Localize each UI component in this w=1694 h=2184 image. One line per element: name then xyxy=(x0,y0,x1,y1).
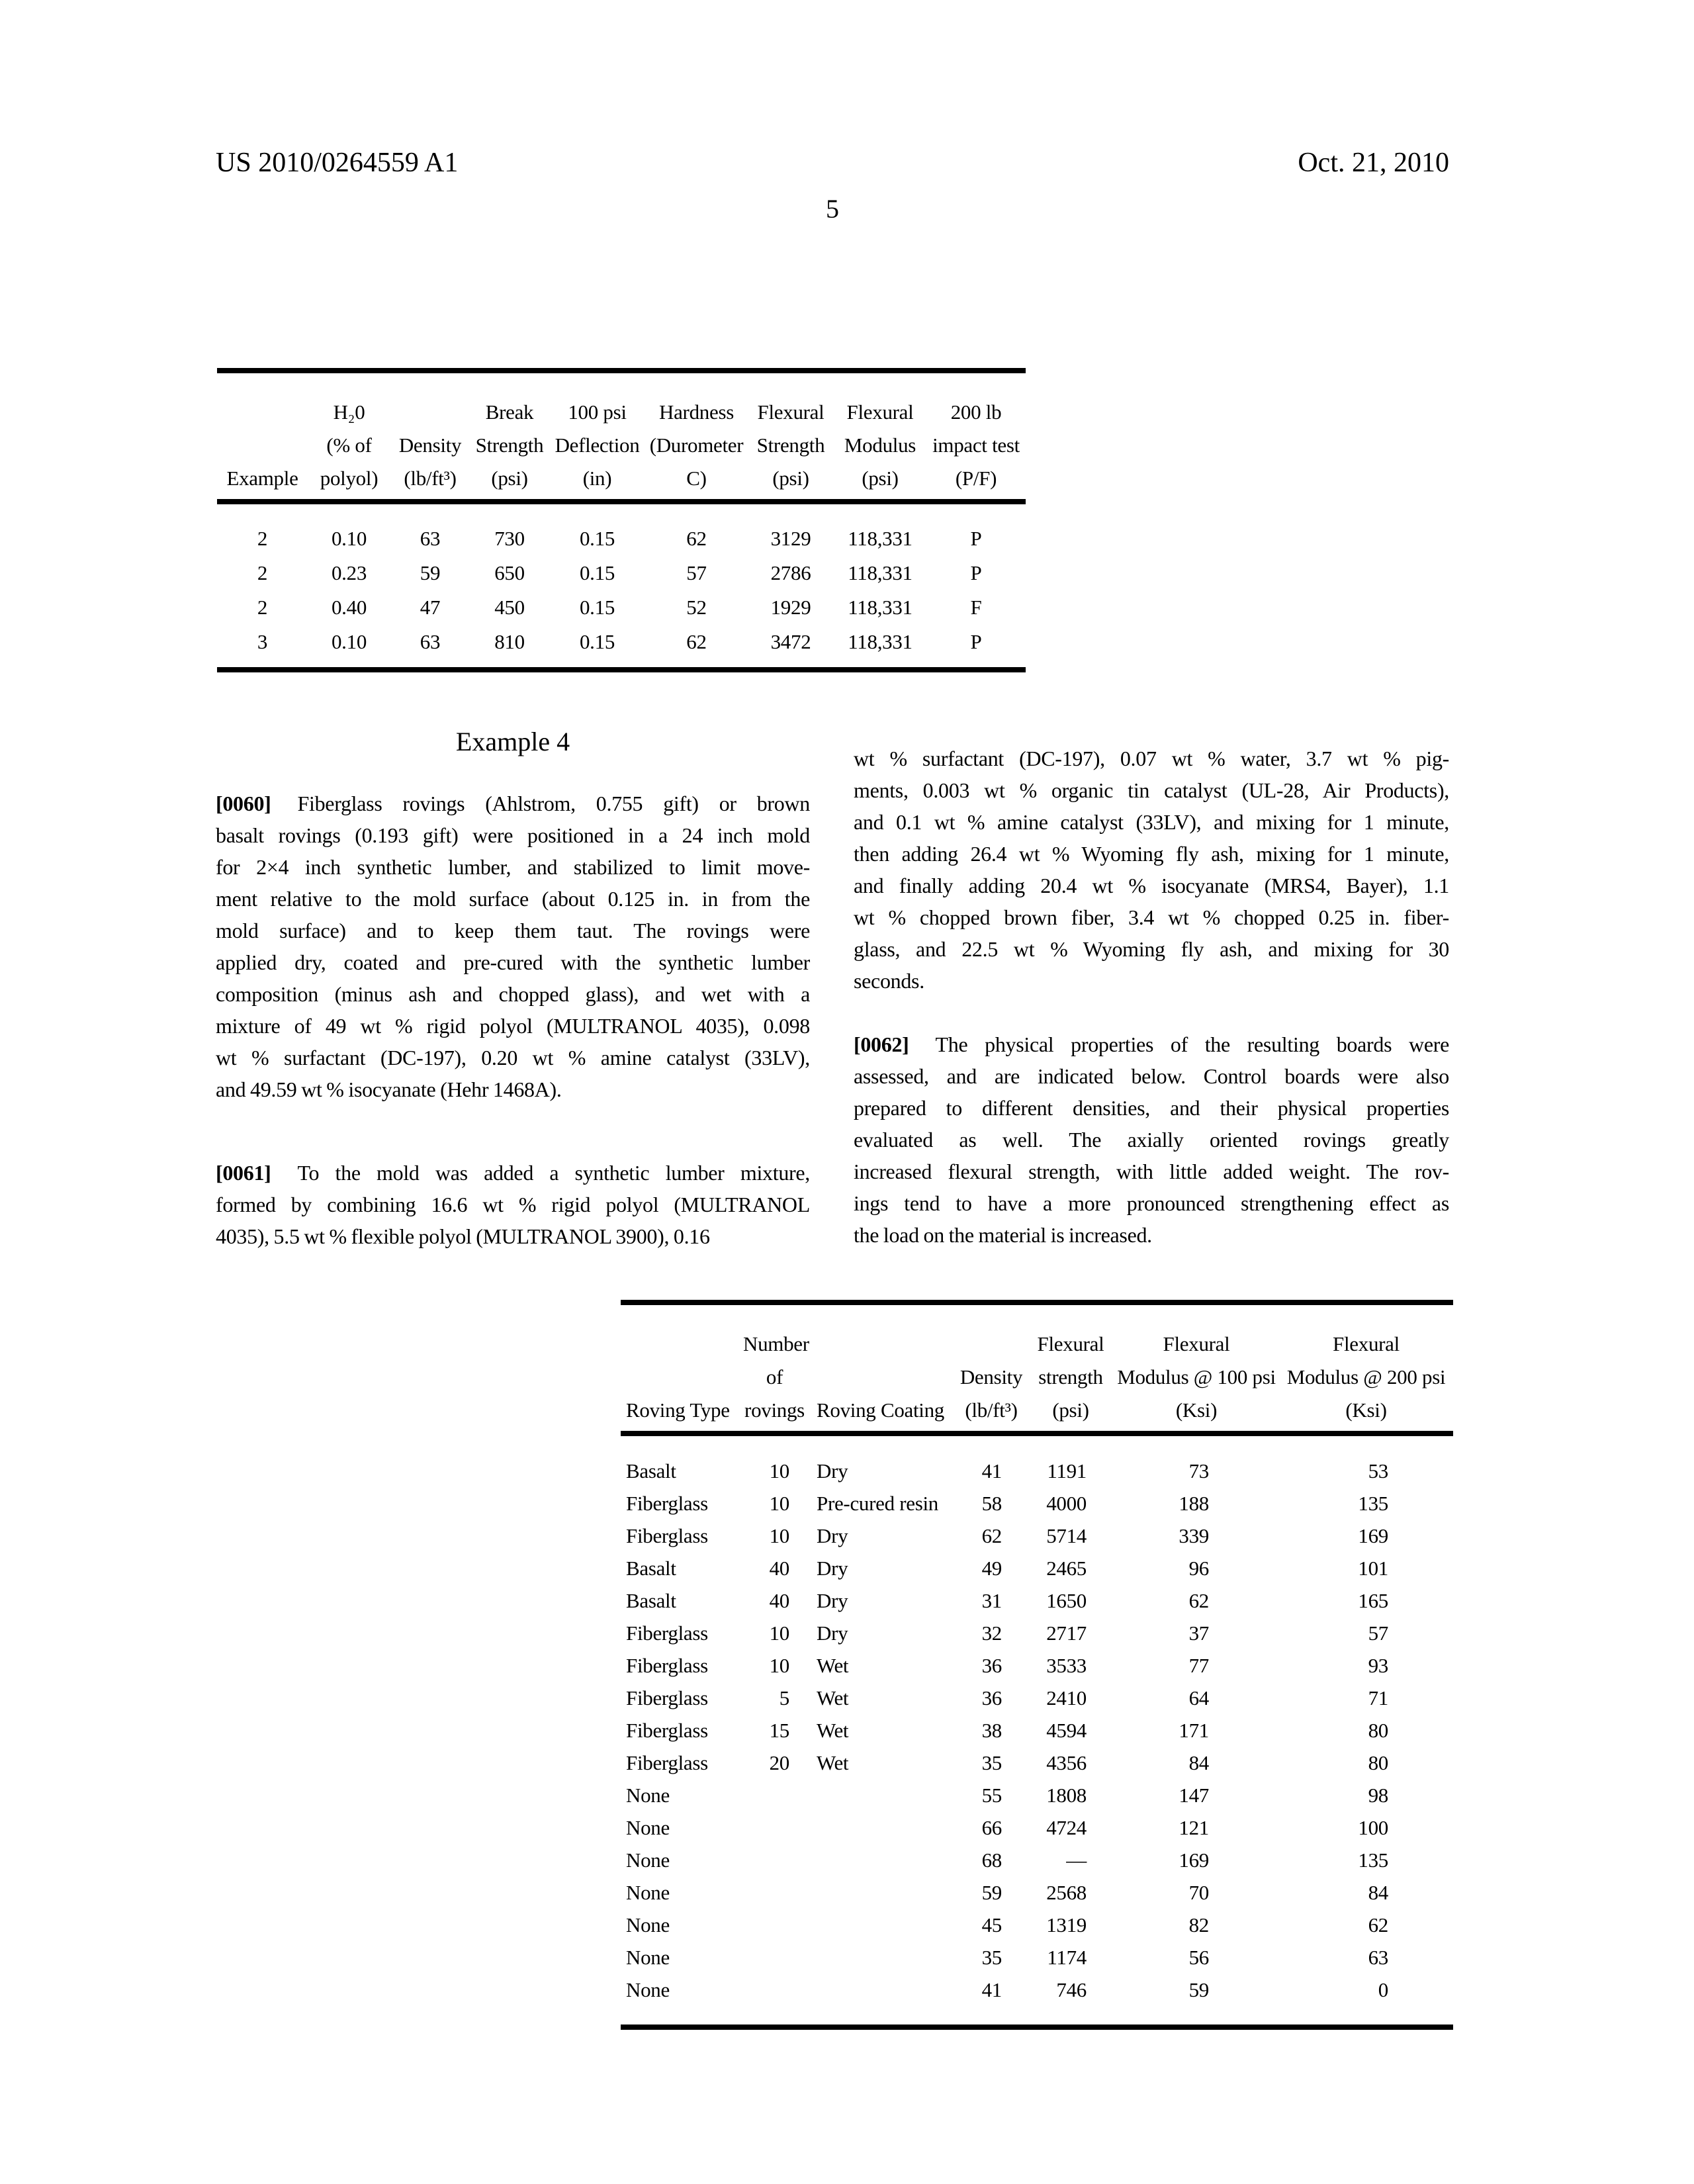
table-cell: 63 xyxy=(420,630,441,653)
table-cell xyxy=(743,1844,806,1876)
table-cell: P xyxy=(970,561,982,584)
table-cell: 810 xyxy=(494,630,525,653)
column-header-line: Number xyxy=(743,1332,809,1355)
table-cell: 118,331 xyxy=(848,630,913,653)
table-cell: 121 xyxy=(1179,1816,1209,1839)
table-cell: Fiberglass xyxy=(626,1524,708,1547)
table-cell: 2 xyxy=(257,561,268,584)
text-line: [0062] The physical properties of the resulting boards were xyxy=(854,1032,1449,1056)
table-cell: 10 xyxy=(769,1524,789,1547)
table-cell: 55 xyxy=(981,1784,1002,1807)
text-line: wt % surfactant (DC-197), 0.07 wt % water, 3.7 wt % pig- xyxy=(854,747,1449,770)
table-cell: 73 xyxy=(1188,1459,1209,1482)
text-line: mold surface) and to keep them taut. The rovings were xyxy=(216,919,810,942)
text-line: prepared to different densities, and their physical properties xyxy=(854,1096,1449,1120)
table-cell: 82 xyxy=(1188,1913,1209,1936)
table-cell: 32 xyxy=(981,1621,1002,1645)
table-example-physical-properties xyxy=(217,368,1026,672)
column-header-line: Strength xyxy=(475,433,544,457)
table-cell: 450 xyxy=(494,596,525,619)
column-header-line: Deflection xyxy=(555,433,640,457)
paragraph-0062 xyxy=(854,1028,1449,1251)
column-header-line: of xyxy=(766,1365,783,1388)
table-cell: 5 xyxy=(779,1686,789,1709)
paragraph-0061-continued xyxy=(854,743,1449,997)
table-row xyxy=(621,1974,1453,2006)
table-row xyxy=(621,1617,1453,1649)
column-header-line: Density xyxy=(959,1365,1023,1388)
table-header-rule xyxy=(621,1431,1453,1436)
table-roving-properties xyxy=(621,1300,1453,2030)
column-header-line xyxy=(626,1328,743,1361)
table-cell: 118,331 xyxy=(848,561,913,584)
table-bottom-rule xyxy=(621,2025,1453,2030)
table-cell: 15 xyxy=(769,1719,789,1742)
table-cell: 0.15 xyxy=(579,630,615,653)
text-line: and 0.1 wt % amine catalyst (33LV), and mixing for 1 minute, xyxy=(854,810,1449,834)
table-cell: 10 xyxy=(769,1492,789,1515)
table-row xyxy=(217,556,1026,590)
table-cell: 10 xyxy=(769,1654,789,1677)
table-cell: 98 xyxy=(1368,1784,1388,1807)
column-header-line xyxy=(217,396,308,429)
table-header xyxy=(621,1305,1453,1427)
table-cell: 58 xyxy=(981,1492,1002,1515)
table-cell: 71 xyxy=(1368,1686,1388,1709)
table-cell: None xyxy=(626,1848,670,1872)
column-header-line: impact test xyxy=(932,433,1020,457)
column-header xyxy=(549,396,645,495)
column-header-line xyxy=(955,1328,1028,1361)
table-cell: 0.15 xyxy=(579,527,615,550)
table-top-rule xyxy=(621,1300,1453,1305)
table-cell xyxy=(806,1779,955,1811)
right-text-column xyxy=(854,743,1449,1251)
table-cell xyxy=(806,1844,955,1876)
table-cell: 4356 xyxy=(1046,1751,1087,1774)
table-cell: Fiberglass xyxy=(626,1719,708,1742)
section-heading: Example 4 xyxy=(455,727,570,756)
table-cell: 62 xyxy=(686,527,707,550)
table-row xyxy=(621,1520,1453,1552)
column-header-line: Flexural xyxy=(757,400,825,424)
table-row xyxy=(621,1455,1453,1487)
table-cell: 169 xyxy=(1179,1848,1209,1872)
table-cell: Pre-cured resin xyxy=(817,1492,938,1515)
table-cell: 0.15 xyxy=(579,596,615,619)
table-cell: 2568 xyxy=(1046,1881,1087,1904)
column-header-line: Flexural xyxy=(1163,1332,1230,1355)
table-row xyxy=(621,1844,1453,1876)
table-cell: 57 xyxy=(1368,1621,1388,1645)
table-cell: 53 xyxy=(1368,1459,1388,1482)
table-cell: 0.40 xyxy=(331,596,367,619)
table-top-rule xyxy=(217,368,1026,373)
text-line: [0060] Fiberglass rovings (Ahlstrom, 0.755 gift) or brown xyxy=(216,792,810,815)
column-header-line xyxy=(626,1361,743,1394)
table-cell: 68 xyxy=(981,1848,1002,1872)
paragraph-0060 xyxy=(216,788,810,1105)
column-header-line xyxy=(817,1361,955,1394)
column-header-line: (Ksi) xyxy=(1345,1398,1387,1422)
table-cell: 84 xyxy=(1188,1751,1209,1774)
column-header-line: Density xyxy=(398,433,462,457)
column-header-line: Hardness xyxy=(659,400,734,424)
table-row xyxy=(621,1552,1453,1584)
column-header-line: Roving Coating xyxy=(817,1398,945,1422)
table-cell: 62 xyxy=(1188,1589,1209,1612)
table-cell: 171 xyxy=(1179,1719,1209,1742)
table-cell: None xyxy=(626,1784,670,1807)
text-line: wt % surfactant (DC-197), 0.20 wt % amine catalyst (33LV), xyxy=(216,1046,810,1069)
table-cell: 35 xyxy=(981,1751,1002,1774)
page-number: 5 xyxy=(826,194,839,224)
column-header xyxy=(308,396,390,495)
table-cell: 59 xyxy=(1188,1978,1209,2001)
column-header xyxy=(743,1328,809,1427)
column-header-line xyxy=(217,429,308,462)
table-cell: Fiberglass xyxy=(626,1492,708,1515)
text-line: applied dry, coated and pre-cured with the synthetic lumber xyxy=(216,950,810,974)
table-cell: 5714 xyxy=(1046,1524,1087,1547)
table-row xyxy=(217,522,1026,556)
table-cell xyxy=(743,1779,806,1811)
table-cell: 80 xyxy=(1368,1719,1388,1742)
table-cell xyxy=(806,1941,955,1974)
table-cell: 45 xyxy=(981,1913,1002,1936)
table-cell: 38 xyxy=(981,1719,1002,1742)
table-cell: Basalt xyxy=(626,1557,676,1580)
table-cell: Dry xyxy=(817,1524,848,1547)
paragraph-0061 xyxy=(216,1157,810,1252)
table-cell xyxy=(743,1811,806,1844)
column-header-line: (psi) xyxy=(862,467,899,490)
column-header-line: Modulus xyxy=(844,433,916,457)
table-cell: 10 xyxy=(769,1621,789,1645)
table-cell: 66 xyxy=(981,1816,1002,1839)
table-cell: 169 xyxy=(1358,1524,1388,1547)
column-header-line: (% of xyxy=(326,433,372,457)
table-cell: 64 xyxy=(1188,1686,1209,1709)
table-cell: 746 xyxy=(1056,1978,1087,2001)
table-cell: 31 xyxy=(981,1589,1002,1612)
table-row xyxy=(621,1811,1453,1844)
column-header xyxy=(806,1328,955,1427)
table-cell: 56 xyxy=(1188,1946,1209,1969)
table-cell: 3533 xyxy=(1046,1654,1087,1677)
table-row xyxy=(621,1747,1453,1779)
column-header-line: rovings xyxy=(744,1398,805,1422)
paragraph-number: [0060] xyxy=(216,792,271,815)
column-header xyxy=(217,396,308,495)
table-cell: 339 xyxy=(1179,1524,1209,1547)
text-line: ings tend to have a more pronounced strengthening effect as xyxy=(854,1191,1449,1215)
publication-date: Oct. 21, 2010 xyxy=(1298,148,1449,178)
table-cell: 101 xyxy=(1358,1557,1388,1580)
table-cell: 3 xyxy=(257,630,268,653)
table-bottom-rule xyxy=(217,667,1026,672)
column-header-line: Roving Type xyxy=(626,1398,730,1422)
column-header xyxy=(470,396,549,495)
table-cell: 10 xyxy=(769,1459,789,1482)
table-cell: 0.15 xyxy=(579,561,615,584)
table-cell: 40 xyxy=(769,1557,789,1580)
table-cell: 59 xyxy=(420,561,441,584)
table-cell: 1808 xyxy=(1046,1784,1087,1807)
table-body xyxy=(621,1436,1453,2025)
table-cell: 93 xyxy=(1368,1654,1388,1677)
table-cell: 77 xyxy=(1188,1654,1209,1677)
table-cell: None xyxy=(626,1946,670,1969)
text-line: mixture of 49 wt % rigid polyol (MULTRANOL 4035), 0.098 xyxy=(216,1014,810,1038)
column-header xyxy=(621,1328,743,1427)
text-line: and 49.59 wt % isocyanate (Hehr 1468A). xyxy=(216,1077,562,1101)
text-line: ments, 0.003 wt % organic tin catalyst (UL-28, Air Products), xyxy=(854,778,1449,802)
table-row xyxy=(621,1779,1453,1811)
table-cell: 63 xyxy=(420,527,441,550)
column-header-line: strength xyxy=(1038,1365,1103,1388)
text-line: formed by combining 16.6 wt % rigid polyol (MULTRANOL xyxy=(216,1193,810,1216)
column-header xyxy=(645,396,748,495)
table-cell: None xyxy=(626,1816,670,1839)
text-line: ment relative to the mold surface (about 0.125 in. in from the xyxy=(216,887,810,911)
table-cell xyxy=(743,1974,806,2006)
column-header-line: H₂0 xyxy=(333,400,365,424)
text-line: assessed, and are indicated below. Control boards were also xyxy=(854,1064,1449,1088)
table-cell: 62 xyxy=(1368,1913,1388,1936)
column-header-line: C) xyxy=(686,467,707,490)
table-cell: 96 xyxy=(1188,1557,1209,1580)
table-cell: Dry xyxy=(817,1589,848,1612)
column-header xyxy=(1114,1328,1279,1427)
table-cell: 0.23 xyxy=(331,561,367,584)
table-cell: 40 xyxy=(769,1589,789,1612)
table-cell: 1650 xyxy=(1046,1589,1087,1612)
table-cell: F xyxy=(970,596,982,619)
table-cell xyxy=(806,1876,955,1909)
table-cell: 4000 xyxy=(1046,1492,1087,1515)
table-cell: 59 xyxy=(981,1881,1002,1904)
column-header xyxy=(748,396,834,495)
column-header-line xyxy=(390,396,470,429)
column-header-line: Flexural xyxy=(846,400,914,424)
column-header-line: (psi) xyxy=(1052,1398,1089,1422)
table-cell: 49 xyxy=(981,1557,1002,1580)
table-cell: 0.10 xyxy=(331,527,367,550)
column-header-line: Flexural xyxy=(1333,1332,1400,1355)
table-cell: 0.10 xyxy=(331,630,367,653)
table-cell xyxy=(743,1909,806,1941)
table-cell xyxy=(743,1941,806,1974)
table-cell: 52 xyxy=(686,596,707,619)
table-cell: Fiberglass xyxy=(626,1751,708,1774)
table-cell: 118,331 xyxy=(848,527,913,550)
column-header-line: (psi) xyxy=(772,467,809,490)
table-cell: Wet xyxy=(817,1654,849,1677)
table-cell: 730 xyxy=(494,527,525,550)
table-cell: Wet xyxy=(817,1751,849,1774)
paragraph-number: [0062] xyxy=(854,1032,909,1056)
table-cell: 0 xyxy=(1378,1978,1388,2001)
table-row xyxy=(621,1909,1453,1941)
table-row xyxy=(621,1682,1453,1714)
table-cell: 20 xyxy=(769,1751,789,1774)
text-line: composition (minus ash and chopped glass), and wet with a xyxy=(216,982,810,1006)
table-header-rule xyxy=(217,499,1026,504)
table-cell: 37 xyxy=(1188,1621,1209,1645)
table-cell: 147 xyxy=(1179,1784,1209,1807)
table-cell: None xyxy=(626,1978,670,2001)
table-cell: — xyxy=(1066,1848,1087,1872)
table-cell: 4594 xyxy=(1046,1719,1087,1742)
table-cell: 650 xyxy=(494,561,525,584)
text-line: and finally adding 20.4 wt % isocyanate (MRS4, Bayer), 1.1 xyxy=(854,874,1449,897)
text-line: basalt rovings (0.193 gift) were positioned in a 24 inch mold xyxy=(216,823,810,847)
table-cell: 165 xyxy=(1358,1589,1388,1612)
table-row xyxy=(217,625,1026,659)
table-cell: 100 xyxy=(1358,1816,1388,1839)
table-cell: Basalt xyxy=(626,1459,676,1482)
table-cell xyxy=(806,1909,955,1941)
table-cell: 1319 xyxy=(1046,1913,1087,1936)
text-line: seconds. xyxy=(854,969,924,993)
column-header-line: Example xyxy=(226,467,298,490)
table-cell: 70 xyxy=(1188,1881,1209,1904)
table-cell: None xyxy=(626,1881,670,1904)
column-header xyxy=(955,1328,1028,1427)
table-cell: 188 xyxy=(1179,1492,1209,1515)
table-body xyxy=(217,504,1026,667)
column-header-line: Modulus @ 100 psi xyxy=(1117,1365,1276,1388)
table-header xyxy=(217,373,1026,495)
column-header-line: Modulus @ 200 psi xyxy=(1286,1365,1446,1388)
table-cell: 135 xyxy=(1358,1492,1388,1515)
table-cell: 62 xyxy=(981,1524,1002,1547)
table-row xyxy=(217,590,1026,625)
text-line: then adding 26.4 wt % Wyoming fly ash, mixing for 1 minute, xyxy=(854,842,1449,866)
table-cell: 84 xyxy=(1368,1881,1388,1904)
text-line: wt % chopped brown fiber, 3.4 wt % chopped 0.25 in. fiber- xyxy=(854,905,1449,929)
table-cell: Dry xyxy=(817,1557,848,1580)
column-header-line: (lb/ft³) xyxy=(965,1398,1018,1422)
table-cell: 41 xyxy=(981,1459,1002,1482)
column-header-line: polyol) xyxy=(320,467,379,490)
table-row xyxy=(621,1876,1453,1909)
text-line: glass, and 22.5 wt % Wyoming fly ash, and mixing for 30 xyxy=(854,937,1449,961)
column-header xyxy=(390,396,470,495)
table-cell: Fiberglass xyxy=(626,1654,708,1677)
column-header-line: 100 psi xyxy=(568,400,627,424)
table-cell: Fiberglass xyxy=(626,1621,708,1645)
column-header-line: (Durometer xyxy=(649,433,744,457)
column-header-line: 200 lb xyxy=(950,400,1002,424)
column-header xyxy=(834,396,926,495)
table-cell: 1174 xyxy=(1047,1946,1087,1969)
column-header-line: Strength xyxy=(756,433,825,457)
text-line: evaluated as well. The axially oriented rovings greatly xyxy=(854,1128,1449,1152)
column-header xyxy=(1028,1328,1114,1427)
column-header xyxy=(926,396,1026,495)
table-row xyxy=(621,1649,1453,1682)
text-line: for 2×4 inch synthetic lumber, and stabilized to limit move- xyxy=(216,855,810,879)
table-cell: 118,331 xyxy=(848,596,913,619)
table-cell: 135 xyxy=(1358,1848,1388,1872)
column-header-line: (lb/ft³) xyxy=(404,467,457,490)
column-header-line xyxy=(817,1328,955,1361)
column-header-line: (in) xyxy=(582,467,612,490)
table-cell: 62 xyxy=(686,630,707,653)
table-cell: 2465 xyxy=(1046,1557,1087,1580)
table-cell: 41 xyxy=(981,1978,1002,2001)
table-cell: 2 xyxy=(257,596,268,619)
table-cell: 47 xyxy=(420,596,441,619)
table-cell xyxy=(743,1876,806,1909)
table-cell: Dry xyxy=(817,1621,848,1645)
table-cell: Dry xyxy=(817,1459,848,1482)
table-cell: 2410 xyxy=(1046,1686,1087,1709)
table-cell: 57 xyxy=(686,561,707,584)
table-cell: 36 xyxy=(981,1654,1002,1677)
text-line: 4035), 5.5 wt % flexible polyol (MULTRANOL 3900), 0.16 xyxy=(216,1224,710,1248)
table-cell xyxy=(806,1811,955,1844)
table-cell: Basalt xyxy=(626,1589,676,1612)
table-cell: 1191 xyxy=(1047,1459,1087,1482)
table-cell: 4724 xyxy=(1046,1816,1087,1839)
table-cell: 36 xyxy=(981,1686,1002,1709)
column-header-line: (Ksi) xyxy=(1175,1398,1218,1422)
table-cell xyxy=(806,1974,955,2006)
text-line: the load on the material is increased. xyxy=(854,1223,1152,1247)
table-cell: 2786 xyxy=(770,561,811,584)
table-row xyxy=(621,1714,1453,1747)
table-row xyxy=(621,1941,1453,1974)
column-header-line: Break xyxy=(485,400,534,424)
table-cell: 2717 xyxy=(1046,1621,1087,1645)
table-cell: 3129 xyxy=(770,527,811,550)
table-cell: 80 xyxy=(1368,1751,1388,1774)
table-cell: P xyxy=(970,527,982,550)
publication-number: US 2010/0264559 A1 xyxy=(216,148,459,178)
table-cell: 3472 xyxy=(770,630,811,653)
table-cell: 63 xyxy=(1368,1946,1388,1969)
table-cell: 2 xyxy=(257,527,268,550)
table-cell: Fiberglass xyxy=(626,1686,708,1709)
table-cell: Wet xyxy=(817,1719,849,1742)
column-header xyxy=(1279,1328,1453,1427)
text-line: increased flexural strength, with little added weight. The rov- xyxy=(854,1160,1449,1183)
table-row xyxy=(621,1584,1453,1617)
table-cell: None xyxy=(626,1913,670,1936)
table-cell: Wet xyxy=(817,1686,849,1709)
column-header-line: (P/F) xyxy=(955,467,997,490)
column-header-line: (psi) xyxy=(491,467,528,490)
table-cell: 35 xyxy=(981,1946,1002,1969)
paragraph-number: [0061] xyxy=(216,1161,271,1185)
text-line: [0061] To the mold was added a synthetic lumber mixture, xyxy=(216,1161,810,1185)
column-header-line: Flexural xyxy=(1037,1332,1104,1355)
table-cell: P xyxy=(970,630,982,653)
table-cell: 1929 xyxy=(770,596,811,619)
table-row xyxy=(621,1487,1453,1520)
left-text-column xyxy=(216,725,810,1252)
